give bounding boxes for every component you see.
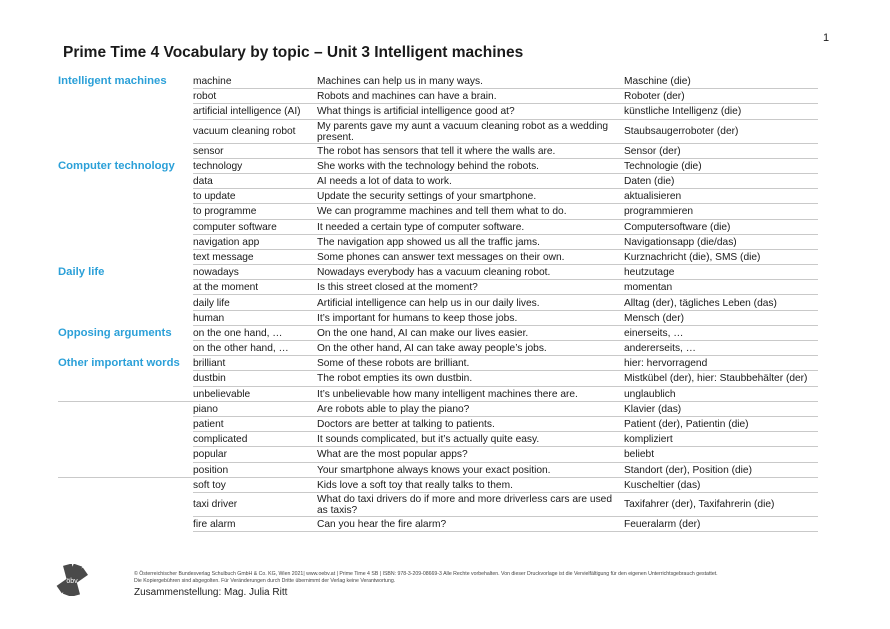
- vocab-word: taxi driver: [193, 499, 238, 511]
- author-credit: Zusammenstellung: Mag. Julia Ritt: [134, 587, 288, 598]
- example-sentence: Some of these robots are brilliant.: [317, 358, 470, 370]
- topic-label: Computer technology: [58, 159, 175, 172]
- example-sentence: What things is artificial intelligence good at?: [317, 106, 515, 118]
- vocab-word: human: [193, 312, 225, 324]
- oebv-logo: [56, 564, 88, 596]
- topic-label: Other important words: [58, 357, 180, 370]
- topic-label: [58, 220, 193, 222]
- topic-label: [58, 295, 193, 297]
- vocab-word: sensor: [193, 145, 224, 157]
- vocab-row: [58, 432, 818, 447]
- translation: heutzutage: [624, 267, 675, 279]
- example-sentence: Doctors are better at talking to patients.: [317, 419, 495, 431]
- vocab-row: [58, 402, 818, 417]
- vocab-row: [58, 371, 818, 386]
- vocab-row: [58, 220, 818, 235]
- vocab-row: [58, 159, 818, 174]
- example-sentence: She works with the technology behind the robots.: [317, 160, 539, 172]
- translation: künstliche Intelligenz (die): [624, 106, 742, 118]
- vocab-row: [58, 493, 818, 517]
- vocab-word: dustbin: [193, 373, 226, 385]
- topic-label: [58, 89, 193, 91]
- example-sentence: Can you hear the fire alarm?: [317, 518, 447, 530]
- legal-line-2: Die Kopiergebühren sind abgegolten. Für Veränderungen durch Dritte übernimmt der Verlag keine Verantwortung.: [134, 578, 396, 584]
- logo-text: öbv: [66, 578, 78, 585]
- example-sentence: Robots and machines can have a brain.: [317, 91, 497, 103]
- vocab-row: [58, 120, 818, 144]
- vocab-word: text message: [193, 251, 254, 263]
- topic-label: [58, 341, 193, 343]
- vocab-word: at the moment: [193, 282, 259, 294]
- translation: Computersoftware (die): [624, 221, 731, 233]
- vocab-row: [58, 447, 818, 462]
- topic-label: Opposing arguments: [58, 326, 172, 339]
- translation: Staubsaugerroboter (der): [624, 126, 739, 138]
- page-title: Prime Time 4 Vocabulary by topic – Unit 3 Intelligent machines: [63, 44, 524, 61]
- vocab-row: [58, 417, 818, 432]
- topic-label: Daily life: [58, 266, 105, 279]
- translation: andererseits, …: [624, 343, 696, 355]
- translation: beliebt: [624, 449, 655, 461]
- translation: Technologie (die): [624, 160, 702, 172]
- topic-label: [58, 447, 193, 449]
- example-sentence: Update the security settings of your smartphone.: [317, 191, 537, 203]
- example-sentence: Some phones can answer text messages on their own.: [317, 251, 565, 263]
- vocab-row: [58, 104, 818, 119]
- vocab-word: robot: [193, 91, 217, 103]
- vocab-row: [58, 341, 818, 356]
- vocab-word: data: [193, 176, 213, 188]
- example-sentence: My parents gave my aunt a vacuum cleaning robot as a wedding present.: [317, 120, 609, 143]
- vocab-row: [58, 280, 818, 295]
- example-sentence: Kids love a soft toy that really talks to them.: [317, 479, 513, 491]
- translation: Mistkübel (der), hier: Staubbehälter (der): [624, 373, 808, 385]
- example-sentence: Nowadays everybody has a vacuum cleaning robot.: [317, 267, 551, 279]
- vocab-word: patient: [193, 419, 224, 431]
- translation: Feueralarm (der): [624, 518, 701, 530]
- vocab-row: [58, 311, 818, 326]
- translation: Kuscheltier (das): [624, 479, 701, 491]
- topic-label: [58, 204, 193, 206]
- example-sentence: What are the most popular apps?: [317, 449, 468, 461]
- example-sentence: The navigation app showed us all the traffic jams.: [317, 236, 540, 248]
- vocab-word: vacuum cleaning robot: [193, 126, 296, 138]
- vocab-word: artificial intelligence (AI): [193, 106, 301, 118]
- vocab-row: [58, 235, 818, 250]
- translation: aktualisieren: [624, 191, 682, 203]
- topic-label: [58, 120, 193, 122]
- legal-notice: [134, 571, 718, 585]
- topic-label: [58, 189, 193, 191]
- vocab-word: brilliant: [193, 358, 226, 370]
- topic-label: [58, 280, 193, 282]
- topic-label: [58, 387, 193, 389]
- legal-line-1: © Österreichischer Bundesverlag Schulbuch GmbH & Co. KG, Wien 2021| www.oebv.at | Prime Time 4 SB | ISBN: 978-3-209-08669-3 Alle Rechte vorbehalten. Von dieser Druckvorlage ist die Vervielfältigung für den eigenen Unterrichtsgebrauch gestattet.: [134, 571, 718, 577]
- translation: Sensor (der): [624, 145, 681, 157]
- translation: Patient (der), Patientin (die): [624, 419, 749, 431]
- topic-label: [58, 104, 193, 106]
- vocab-word: nowadays: [193, 267, 239, 279]
- example-sentence: The robot has sensors that tell it where the walls are.: [317, 145, 556, 157]
- vocab-word: machine: [193, 76, 232, 88]
- topic-label: [58, 144, 193, 146]
- example-sentence: On the other hand, AI can take away people’s jobs.: [317, 343, 547, 355]
- translation: Mensch (der): [624, 312, 685, 324]
- translation: Roboter (der): [624, 91, 685, 103]
- topic-label: [58, 235, 193, 237]
- vocab-word: to update: [193, 191, 236, 203]
- topic-label: [58, 250, 193, 252]
- vocab-row: [58, 189, 818, 204]
- example-sentence: It’s important for humans to keep those jobs.: [317, 312, 518, 324]
- topic-label: [58, 417, 193, 419]
- vocab-word: on the other hand, …: [193, 343, 289, 355]
- vocab-word: position: [193, 464, 229, 476]
- vocab-word: daily life: [193, 297, 230, 309]
- translation: kompliziert: [624, 434, 673, 446]
- translation: Kurznachricht (die), SMS (die): [624, 251, 761, 263]
- vocab-row: [58, 463, 818, 478]
- vocab-word: to programme: [193, 206, 257, 218]
- example-sentence: Artificial intelligence can help us in our daily lives.: [317, 297, 540, 309]
- vocab-word: fire alarm: [193, 518, 236, 530]
- vocab-row: [58, 265, 818, 280]
- translation: einerseits, …: [624, 327, 684, 339]
- vocab-row: [58, 295, 818, 310]
- vocab-row: [58, 74, 818, 89]
- example-sentence: We can programme machines and tell them what to do.: [317, 206, 567, 218]
- vocab-word: technology: [193, 160, 243, 172]
- vocab-row: [58, 204, 818, 219]
- topic-label: [58, 493, 193, 495]
- translation: Taxifahrer (der), Taxifahrerin (die): [624, 499, 775, 511]
- vocab-row: [58, 478, 818, 493]
- topic-label: [58, 311, 193, 313]
- translation: Standort (der), Position (die): [624, 464, 752, 476]
- vocabulary-table: [58, 74, 818, 532]
- vocab-word: complicated: [193, 434, 248, 446]
- example-sentence: It’s unbelievable how many intelligent machines there are.: [317, 388, 578, 400]
- topic-label: [58, 432, 193, 434]
- vocab-row: [58, 144, 818, 159]
- example-sentence: It needed a certain type of computer software.: [317, 221, 525, 233]
- vocab-row: [58, 326, 818, 341]
- translation: momentan: [624, 282, 673, 294]
- vocab-row: [58, 517, 818, 532]
- translation: Maschine (die): [624, 76, 691, 88]
- vocab-row: [58, 174, 818, 189]
- example-sentence: Is this street closed at the moment?: [317, 282, 478, 294]
- vocab-word: unbelievable: [193, 388, 251, 400]
- translation: unglaublich: [624, 388, 676, 400]
- example-sentence: Your smartphone always knows your exact position.: [317, 464, 551, 476]
- topic-label: [58, 174, 193, 176]
- translation: Alltag (der), tägliches Leben (das): [624, 297, 777, 309]
- example-sentence: The robot empties its own dustbin.: [317, 373, 473, 385]
- translation: programmieren: [624, 206, 694, 218]
- topic-label: [58, 402, 193, 404]
- topic-label: [58, 463, 193, 465]
- translation: Navigationsapp (die/das): [624, 236, 737, 248]
- vocab-word: on the one hand, …: [193, 327, 283, 339]
- vocab-word: piano: [193, 403, 218, 415]
- translation: Klavier (das): [624, 403, 682, 415]
- topic-label: Intelligent machines: [58, 75, 167, 87]
- translation: Daten (die): [624, 176, 675, 188]
- example-sentence: Machines can help us in many ways.: [317, 76, 483, 88]
- example-sentence: What do taxi drivers do if more and more driverless cars are used as taxis?: [317, 493, 612, 516]
- vocab-row: [58, 356, 818, 371]
- example-sentence: AI needs a lot of data to work.: [317, 176, 452, 188]
- example-sentence: It sounds complicated, but it’s actually quite easy.: [317, 434, 540, 446]
- vocab-word: computer software: [193, 221, 277, 233]
- vocab-row: [58, 89, 818, 104]
- translation: hier: hervorragend: [624, 358, 708, 370]
- vocab-word: navigation app: [193, 236, 260, 248]
- topic-label: [58, 371, 193, 373]
- vocab-word: soft toy: [193, 479, 226, 491]
- vocab-row: [58, 387, 818, 402]
- row-divider: [193, 531, 818, 532]
- example-sentence: On the one hand, AI can make our lives easier.: [317, 327, 529, 339]
- vocab-word: popular: [193, 449, 227, 461]
- example-sentence: Are robots able to play the piano?: [317, 403, 470, 415]
- topic-label: [58, 478, 193, 480]
- page-number: 1: [823, 32, 830, 44]
- topic-label: [58, 517, 193, 519]
- vocab-row: [58, 250, 818, 265]
